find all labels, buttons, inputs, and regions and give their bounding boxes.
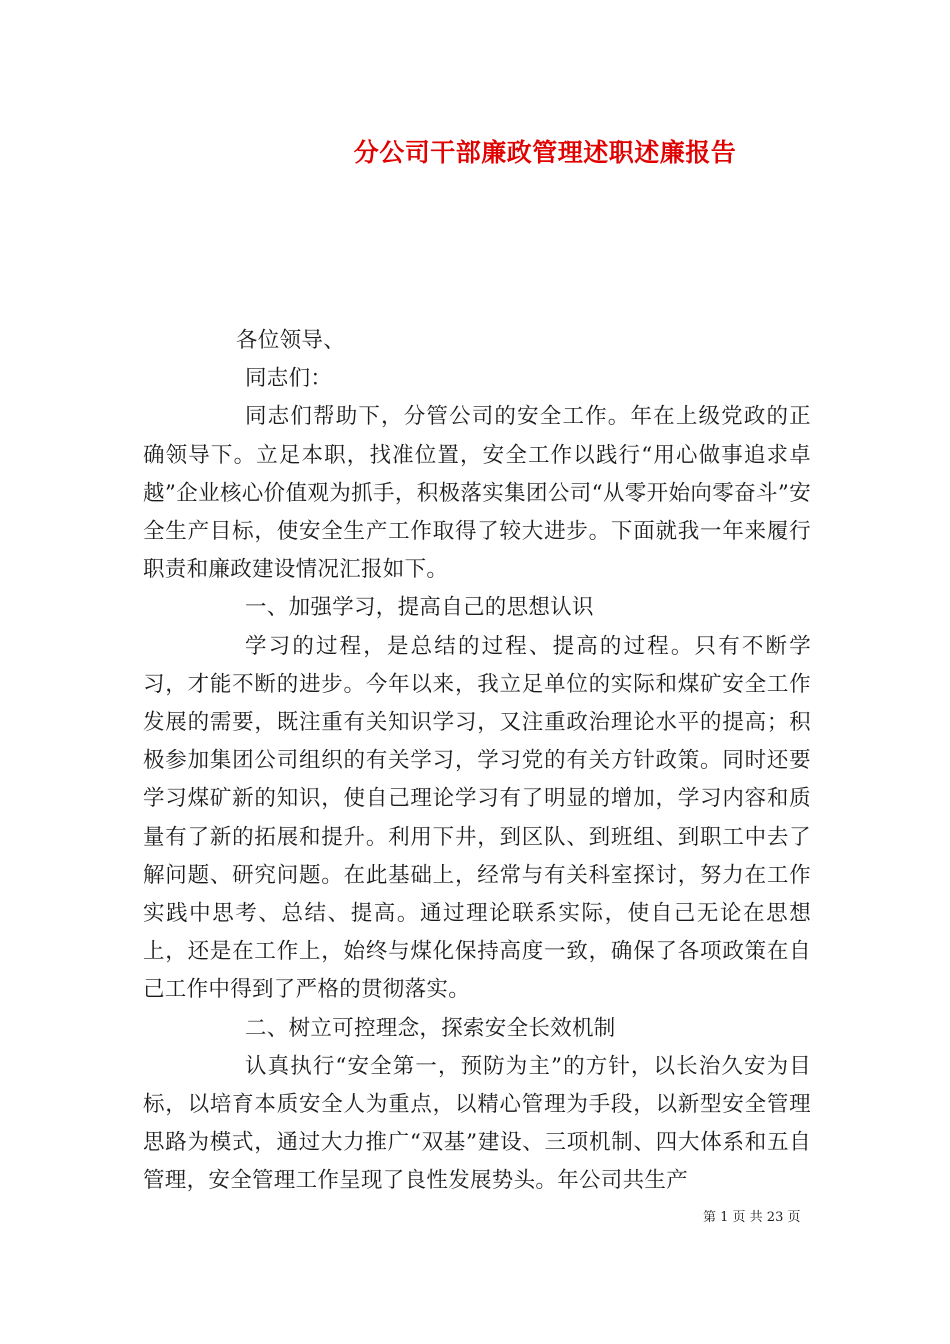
section-2-paragraph: 认真执行“安全第一，预防为主”的方针，以长治久安为目标，以培育本质安全人为重点，以精心管理为手段，以新型安全管理思路为模式，通过大力推广“双基”建设、三项机制、四大体系和五自管理，安全管理工作呈现了良性发展势头。年公司共生产 bbox=[143, 1053, 811, 1194]
section-heading-1: 一、加强学习，提高自己的思想认识 bbox=[245, 595, 594, 621]
section-heading-2: 二、树立可控理念，探索安全长效机制 bbox=[245, 1015, 616, 1041]
document-body bbox=[143, 322, 811, 1201]
document-title: 分公司干部廉政管理述职述廉报告 bbox=[353, 138, 737, 167]
salutation-leaders: 各位领导、 bbox=[236, 328, 346, 353]
intro-paragraph: 同志们帮助下，分管公司的安全工作。年在上级党政的正确领导下。立足本职，找准位置，安全工作以践行“用心做事追求卓越”企业核心价值观为抓手，积极落实集团公司“从零开始向零奋斗”安全生产目标，使安全生产工作取得了较大进步。下面就我一年来履行职责和廉政建设情况汇报如下。 bbox=[143, 404, 811, 583]
section-1-paragraph: 学习的过程，是总结的过程、提高的过程。只有不断学习，才能不断的进步。今年以来，我立足单位的实际和煤矿安全工作发展的需要，既注重有关知识学习，又注重政治理论水平的提高；积极参加集团公司组织的有关学习，学习党的有关方针政策。同时还要学习煤矿新的知识，使自己理论学习有了明显的增加，学习内容和质量有了新的拓展和提升。利用下井，到区队、到班组、到职工中去了解问题、研究问题。在此基础上，经常与有关科室探讨，努力在工作实践中思考、总结、提高。通过理论联系实际，使自己无论在思想上，还是在工作上，始终与煤化保持高度一致，确保了各项政策在自己工作中得到了严格的贯彻落实。 bbox=[143, 633, 811, 1003]
salutation-comrades: 同志们： bbox=[245, 366, 333, 392]
page-number-footer: 第 1 页 共 23 页 bbox=[703, 1210, 801, 1225]
